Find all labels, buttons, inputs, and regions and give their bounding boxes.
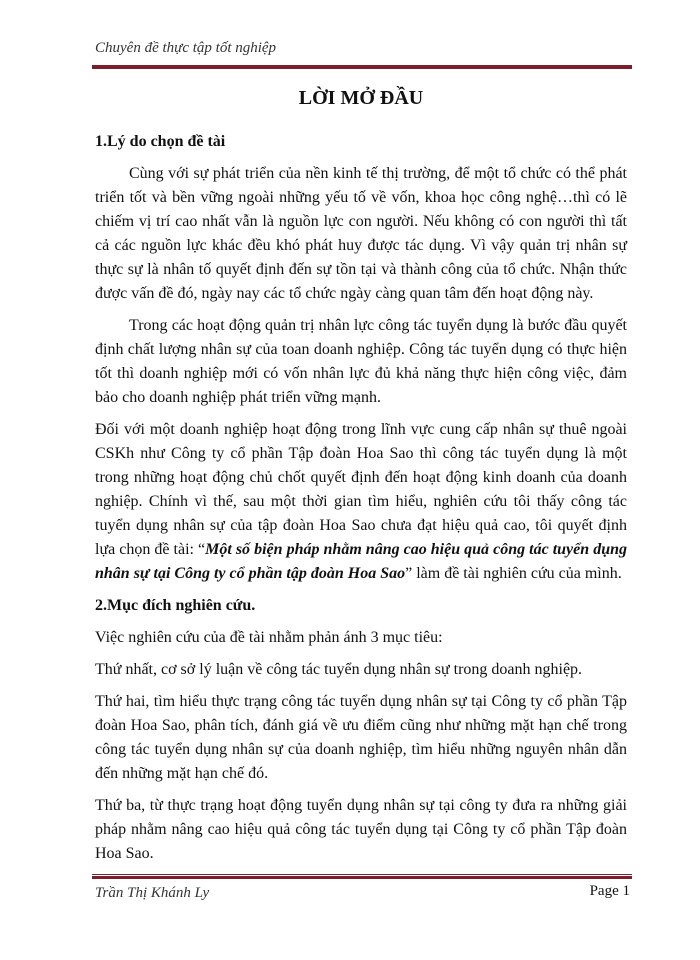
header-rule — [92, 64, 632, 69]
section-heading: 2.Mục đích nghiên cứu. — [95, 597, 256, 614]
footer-rule — [92, 874, 632, 879]
page-header: Chuyên đề thực tập tốt nghiệp — [95, 40, 277, 56]
document-title: LỜI MỞ ĐẦU — [298, 87, 424, 109]
footer-author: Trần Thị Khánh Ly — [95, 885, 210, 901]
paragraph: Cùng với sự phát triển của nền kinh tế thị trường, để một tổ chức có thể phát triển tốt và bền vững ngoài những yếu tố về vốn, khoa học công nghệ…thì có lẽ chiếm vị trí cao nhất vẫn là nguồn lực con người. Nếu không có con người thì tất cả các nguồn lực khác đều khó phát huy được tác dụng. Vì vậy quản trị nhân sự thực sự là nhân tố quyết định đến sự tồn tại và thành công của tổ chức. Nhận thức được vấn đề đó, ngày nay các tổ chức ngày càng quan tâm đến hoạt động này. — [95, 165, 627, 302]
section-heading: 1.Lý do chọn đề tài — [95, 133, 226, 150]
paragraph — [95, 418, 627, 586]
paragraph: Thứ ba, từ thực trạng hoạt động tuyển dụng nhân sự tại công ty đưa ra những giải pháp nhằm nâng cao hiệu quả công tác tuyển dụng tại Công ty cổ phần Tập đoàn Hoa Sao. — [95, 797, 627, 862]
paragraph-text: ” làm đề tài nghiên cứu của mình. — [405, 565, 622, 582]
page-number: Page 1 — [589, 883, 630, 899]
paragraph: Việc nghiên cứu của đề tài nhằm phản ánh 3 mục tiêu: — [95, 629, 443, 646]
paragraph-text: Đối với một doanh nghiệp hoạt động trong lĩnh vực cung cấp nhân sự thuê ngoài CSKh như Công ty cổ phần Tập đoàn Hoa Sao thì công tác tuyển dụng là một trong những hoạt động chủ chốt quyết định đến hoạt động kinh doanh của doanh nghiệp. Chính vì thế, sau một thời gian tìm hiểu, nghiên cứu tôi thấy công tác tuyển dụng nhân sự của tập đoàn Hoa Sao chưa đạt hiệu quả cao, tôi quyết định lựa chọn đề tài: “ — [95, 421, 627, 558]
paragraph: Trong các hoạt động quản trị nhân lực công tác tuyển dụng là bước đầu quyết định chất lượng nhân sự của toan doanh nghiệp. Công tác tuyển dụng có thực hiện tốt thì doanh nghiệp mới có vốn nhân lực đủ khả năng thực hiện công việc, đảm bảo cho doanh nghiệp phát triển vững mạnh. — [95, 317, 627, 406]
paragraph: Thứ nhất, cơ sở lý luận về công tác tuyển dụng nhân sự trong doanh nghiệp. — [95, 661, 583, 678]
paragraph: Thứ hai, tìm hiểu thực trạng công tác tuyển dụng nhân sự tại Công ty cổ phần Tập đoàn Hoa Sao, phân tích, đánh giá về ưu điểm cũng như những mặt hạn chế trong công tác tuyển dụng nhân sự của doanh nghiệp, tìm hiểu những nguyên nhân dẫn đến những mặt hạn chế đó. — [95, 693, 627, 782]
topic-title: Một số biện pháp nhằm nâng cao hiệu quả công tác tuyển dụng nhân sự tại Công ty cổ phần tập đoàn Hoa Sao — [95, 541, 627, 582]
document-body — [95, 84, 627, 874]
